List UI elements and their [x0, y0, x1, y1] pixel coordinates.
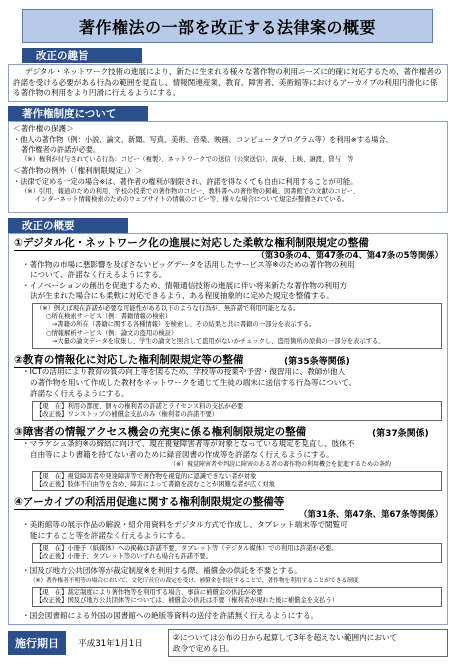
section-4-note-2: 【改正後】小冊子、タブレット等のいずれも場合も許諾不要。 — [36, 553, 212, 561]
section-1-title: ①デジタル化・ネットワーク化の進展に対応した柔軟な権利制限規定の整備 — [14, 237, 369, 249]
section-1-note-5: →大量の論文データを収集し、学生の論文と照合して盗用がないかチェックし、盗用箇所の原典の一部分を表示する。 — [52, 337, 385, 345]
section-3-bullet-1b: 自由等により書籍を持てない者のために録音図書の作成等を許諾なく行えるようにする。 — [30, 450, 334, 459]
effective-date-note-box — [168, 629, 448, 657]
effective-date-note-2: 政令で定める日。 — [173, 644, 234, 653]
section-4-articles: （第31条、第47条、第67条等関係） — [299, 509, 443, 519]
limit-note-2: インターネット情報検索のためのウェブサイトの情報のコピー等、様々な場合について規定が整備されている。 — [35, 196, 349, 204]
section-4-bullet-2-note: （※）著作権者不明等の場合において、文化庁長官の裁定を受け、補償金を供託することで、著作物を利用することができる制度 — [30, 578, 359, 584]
section-1-note-1: （※）例えば現在許諾が必要な可能性がある以下のような行為が、無許諾で利用可能となる。 — [36, 305, 300, 312]
effective-date-value: 平成31年1月1日 — [78, 639, 143, 649]
section-1-note-2: ○所在検索サービス（例：書籍情報の検索） — [46, 313, 172, 321]
system-box — [8, 121, 448, 213]
section-3-bullet-1a: ・マラケシュ条約※の締結に向けて、現在視覚障害者等が対象となっている規定を見直し、肢体不 — [22, 439, 355, 448]
system-header: 著作権制度について — [8, 106, 148, 121]
limit-line-1: ・法律で定める一定の場合※は、著作者の権利が制限され、許諾を得なくても自由に利用することが可能。 — [13, 176, 358, 186]
section-1-articles: （第30条の4、第47条の4、第47条の5等関係） — [256, 250, 443, 260]
section-4-note-box-2 — [32, 587, 442, 607]
section-3-articles: (第37条関係) — [372, 429, 429, 439]
section-4-note-4: 【改正後】国及び地方公共団体等については、補償金の供託は不要（権利者が現れた後に補償金を支払う） — [36, 597, 339, 605]
section-1-bullet-2b: 法が生まれた場合にも柔軟に対応できるよう、ある程度抽象的に定めた規定を整備する。 — [30, 291, 334, 300]
section-4-note-box-1 — [32, 543, 442, 563]
section-4-bullet-2: ・国及び地方公共団体等が裁定制度※を利用する際、補償金の供託を不要とする。 — [22, 566, 302, 575]
section-1-bullet-1a: ・著作物の市場に悪影響を及ぼさないビッグデータを活用したサービス等※のための著作物の利用 — [22, 260, 355, 269]
purpose-box — [8, 64, 448, 102]
protect-heading: ＜著作権の保護＞ — [13, 124, 74, 133]
purpose-text: デジタル・ネットワーク技術の進展により、新たに生まれる様々な著作物の利用ニーズに的確に対応するため、著作権者の許諾を受ける必要がある行為の範囲を見直し、情報関連産業、教育、障害者、美術館等におけるアーカイブの利用円滑化に係る著作物の利用をより円滑に行えるようにする。 — [13, 67, 442, 98]
section-2-bullet-1a: ・ICTの活用により教育の質の向上等を図るため、学校等の授業や予習・復習用に、教師が他人 — [22, 367, 346, 376]
section-1-note-3: →書籍の所在（書籍に関する各種情報）を検索し、その結果と共に書籍の一部分を表示する。 — [52, 321, 316, 329]
section-4-note-1: 【現 在】小冊子（紙媒体）への掲載は許諾不要、タブレット等（デジタル媒体）での利用は許諾が必要。 — [36, 545, 338, 552]
section-1-note-4: ○情報解析サービス（例：論文の盗用の検証） — [46, 329, 178, 337]
overview-header: 改正の概要 — [8, 218, 128, 233]
section-4-bullet-1b: 能にすること等を許諾なく行えるようにする。 — [30, 531, 190, 540]
section-4-bullet-3: ・国会図書館による外国の図書館への絶版等資料の送付を許諾無く行えるようにする。 — [22, 611, 319, 620]
section-2-note-box — [32, 401, 442, 421]
effective-date-label: 施行期日 — [8, 631, 66, 655]
section-3-note-box — [32, 471, 442, 491]
section-2-articles: (第35条等関係) — [284, 357, 350, 367]
section-3-bullet-note: （※）視覚障害者や判読に障害のある者の著作物の利用機会を促進するための条約 — [170, 461, 392, 468]
section-4-title: ④アーカイブの利活用促進に関する権利制限規定の整備等 — [14, 496, 285, 508]
protect-line-2: 著作権者の許諾が必要。 — [21, 145, 101, 155]
purpose-header: 改正の趣旨 — [22, 48, 142, 63]
effective-date-note-1: ②については公布の日から起算して3年を超えない範囲内において — [173, 633, 398, 642]
section-4-bullet-1a: ・美術館等の展示作品の解説・紹介用資料をデジタル方式で作成し、タブレット端末等で閲覧可 — [22, 520, 348, 529]
section-2-bullet-1c: 許諾なく行えるようにする。 — [30, 389, 129, 398]
section-1-note-box — [32, 303, 442, 349]
section-3-note-2: 【改正後】肢体不自由等を含め、障害によって書籍を読むことが困難な者が広く対象 — [36, 481, 276, 489]
section-1-bullet-1b: について、許諾なく行えるようにする。 — [30, 270, 167, 279]
limit-note-1: （※）引用、報道のための利用、学校の授業での著作物のコピー、教科書への著作物の掲載、図書館での文献のコピー、 — [21, 187, 360, 195]
page-title: 著作権法の一部を改正する法律案の概要 — [22, 9, 433, 43]
section-2-bullet-1b: の著作物を用いて作成した教材をネットワークを通じて生徒の端末に送信する行為等について、 — [30, 378, 357, 387]
section-4-note-3: 【現 在】裁定制度により著作物等を利用する場合、事前に補償金の供託が必要 — [36, 589, 263, 596]
section-1-bullet-2a: ・イノベーションの創出を促進するため、情報通信技術の進展に伴い将来新たな著作物の利用方 — [22, 281, 348, 290]
effective-date-row — [0, 629, 455, 659]
protect-line-1: ・他人の著作物（例：小説、論文、新聞、写真、美術、音楽、映画、コンピュータプログラム等）を利用※する場合、 — [13, 134, 393, 144]
section-2-title: ②教育の情報化に対応した権利制限規定等の整備 — [14, 354, 244, 366]
limit-heading: ＜著作物の例外（「権利制限規定」）＞ — [13, 166, 143, 176]
section-2-note-2: 【改正後】ワンストップの補償金支払のみ（権利者の許諾不要） — [36, 411, 219, 419]
protect-note: （※）権利が付与されている行為：コピー（複製）、ネットワークでの送信（公衆送信）、演奏、上映、譲渡、貸与 等 — [21, 155, 354, 163]
section-3-note-1: 【現 在】視覚障害者や発達障害等で著作物を視覚的に認識できない者が対象 — [36, 473, 257, 480]
section-3-title: ③障害者の情報アクセス機会の充実に係る権利制限規定の整備 — [14, 426, 307, 438]
section-2-note-1: 【現 在】利用の都度、個々の権利者の許諾とライセンス料の支払が必要 — [36, 403, 244, 410]
